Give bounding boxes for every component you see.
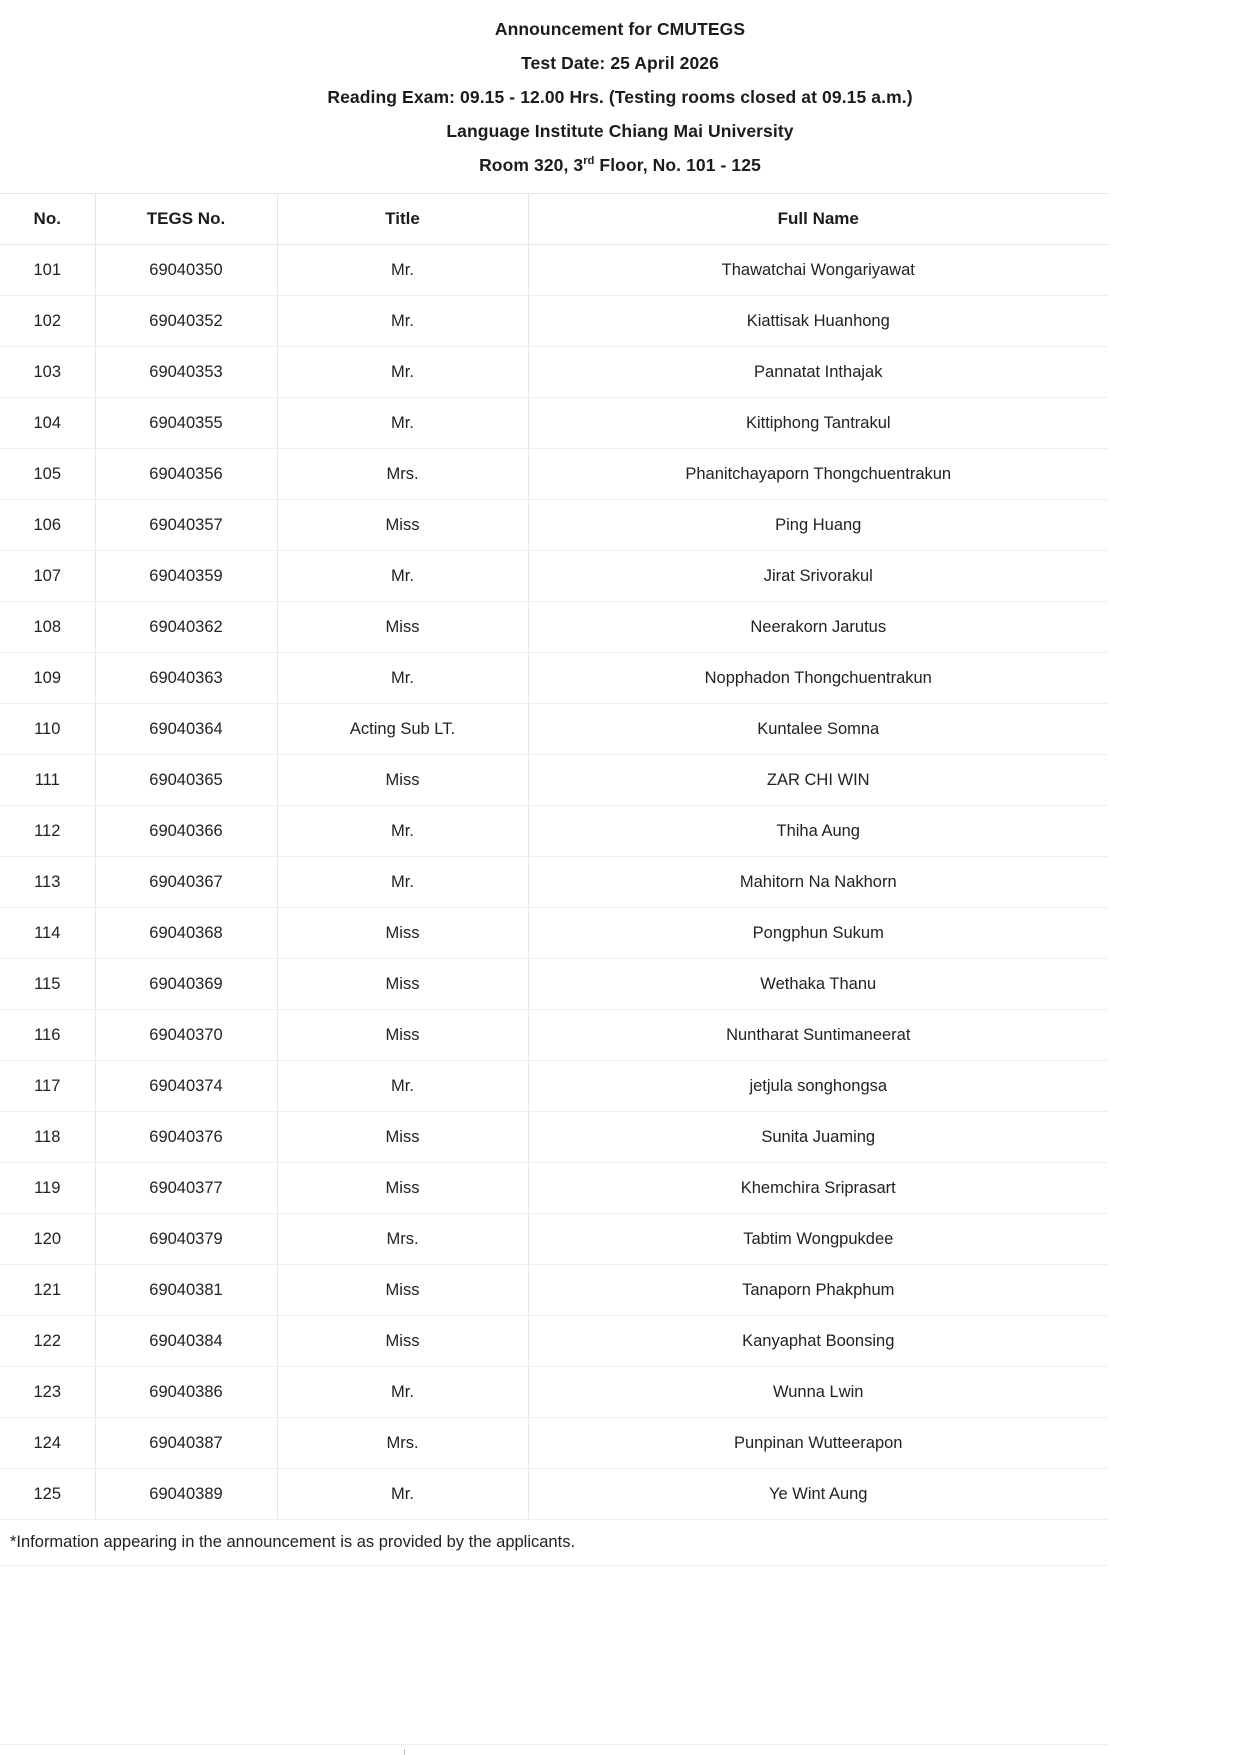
cell-no: 106 [0,500,95,551]
cell-tegs: 69040367 [95,857,277,908]
cell-no: 105 [0,449,95,500]
cell-name: Mahitorn Na Nakhorn [528,857,1108,908]
cell-no: 107 [0,551,95,602]
cell-no: 116 [0,1010,95,1061]
cell-title: Miss [277,602,528,653]
roster-table-body [0,245,1108,1520]
table-row [0,1163,1108,1214]
cell-name: Tabtim Wongpukdee [528,1214,1108,1265]
cell-title: Miss [277,1316,528,1367]
table-row [0,1265,1108,1316]
cell-tegs: 69040368 [95,908,277,959]
cell-no: 121 [0,1265,95,1316]
header-line-room [0,148,1240,182]
table-row [0,1010,1108,1061]
table-row [0,653,1108,704]
cell-tegs: 69040374 [95,1061,277,1112]
cell-tegs: 69040389 [95,1469,277,1520]
cell-name: jetjula songhongsa [528,1061,1108,1112]
cell-name: Neerakorn Jarutus [528,602,1108,653]
cell-tegs: 69040356 [95,449,277,500]
cell-title: Acting Sub LT. [277,704,528,755]
cell-tegs: 69040369 [95,959,277,1010]
document-header [0,0,1240,182]
cell-tegs: 69040386 [95,1367,277,1418]
cell-name: Punpinan Wutteerapon [528,1418,1108,1469]
page-bottom-tick [404,1749,405,1755]
header-line-exam: Reading Exam: 09.15 - 12.00 Hrs. (Testing rooms closed at 09.15 a.m.) [327,87,913,107]
cell-title: Miss [277,1010,528,1061]
cell-tegs: 69040362 [95,602,277,653]
table-row [0,1367,1108,1418]
cell-tegs: 69040355 [95,398,277,449]
roster-table-foot [0,1520,1108,1566]
roster-table-head [0,194,1108,245]
table-row [0,857,1108,908]
cell-tegs: 69040384 [95,1316,277,1367]
cell-name: Nuntharat Suntimaneerat [528,1010,1108,1061]
cell-no: 118 [0,1112,95,1163]
cell-title: Mrs. [277,1418,528,1469]
cell-no: 124 [0,1418,95,1469]
cell-tegs: 69040365 [95,755,277,806]
table-row [0,500,1108,551]
cell-no: 104 [0,398,95,449]
cell-name: Ping Huang [528,500,1108,551]
cell-name: Sunita Juaming [528,1112,1108,1163]
cell-title: Mr. [277,857,528,908]
cell-tegs: 69040366 [95,806,277,857]
table-row [0,1061,1108,1112]
cell-name: Kanyaphat Boonsing [528,1316,1108,1367]
roster-table [0,193,1108,1566]
cell-name: Wethaka Thanu [528,959,1108,1010]
cell-no: 108 [0,602,95,653]
cell-title: Miss [277,1163,528,1214]
cell-no: 114 [0,908,95,959]
cell-tegs: 69040379 [95,1214,277,1265]
cell-no: 120 [0,1214,95,1265]
cell-name: Kuntalee Somna [528,704,1108,755]
room-line-after: Floor, No. 101 - 125 [594,155,761,175]
cell-name: Tanaporn Phakphum [528,1265,1108,1316]
cell-name: Kittiphong Tantrakul [528,398,1108,449]
cell-tegs: 69040370 [95,1010,277,1061]
table-row [0,1418,1108,1469]
cell-name: Khemchira Sriprasart [528,1163,1108,1214]
table-row [0,449,1108,500]
cell-title: Miss [277,1265,528,1316]
cell-tegs: 69040387 [95,1418,277,1469]
cell-title: Mr. [277,296,528,347]
table-header-row [0,194,1108,245]
cell-title: Miss [277,500,528,551]
cell-title: Mr. [277,1061,528,1112]
table-row [0,602,1108,653]
column-header-title: Title [277,194,528,245]
cell-title: Mr. [277,245,528,296]
cell-no: 112 [0,806,95,857]
table-row [0,959,1108,1010]
cell-name: ZAR CHI WIN [528,755,1108,806]
cell-name: Jirat Srivorakul [528,551,1108,602]
table-row [0,245,1108,296]
cell-tegs: 69040359 [95,551,277,602]
cell-tegs: 69040376 [95,1112,277,1163]
table-row [0,1112,1108,1163]
cell-no: 103 [0,347,95,398]
header-line-testdate: Test Date: 25 April 2026 [521,53,719,73]
cell-no: 117 [0,1061,95,1112]
cell-title: Miss [277,959,528,1010]
cell-tegs: 69040350 [95,245,277,296]
cell-title: Mr. [277,347,528,398]
column-header-tegs: TEGS No. [95,194,277,245]
column-header-no: No. [0,194,95,245]
cell-tegs: 69040352 [95,296,277,347]
table-row [0,551,1108,602]
footnote-row [0,1520,1108,1566]
cell-title: Miss [277,908,528,959]
header-line-venue: Language Institute Chiang Mai University [446,121,794,141]
cell-name: Thawatchai Wongariyawat [528,245,1108,296]
cell-tegs: 69040364 [95,704,277,755]
cell-no: 123 [0,1367,95,1418]
cell-tegs: 69040377 [95,1163,277,1214]
cell-name: Thiha Aung [528,806,1108,857]
cell-no: 109 [0,653,95,704]
cell-no: 111 [0,755,95,806]
cell-title: Miss [277,1112,528,1163]
cell-name: Pongphun Sukum [528,908,1108,959]
cell-title: Mr. [277,653,528,704]
room-line-before: Room 320, 3 [479,155,584,175]
table-row [0,296,1108,347]
room-ordinal-suffix: rd [583,155,595,168]
table-row [0,347,1108,398]
table-row [0,398,1108,449]
cell-title: Mr. [277,1469,528,1520]
cell-tegs: 69040363 [95,653,277,704]
column-header-name: Full Name [528,194,1108,245]
table-row [0,908,1108,959]
cell-no: 102 [0,296,95,347]
cell-title: Mr. [277,1367,528,1418]
header-line-title: Announcement for CMUTEGS [494,19,746,39]
cell-title: Mrs. [277,449,528,500]
cell-name: Phanitchayaporn Thongchuentrakun [528,449,1108,500]
table-row [0,704,1108,755]
cell-title: Mr. [277,551,528,602]
cell-name: Ye Wint Aung [528,1469,1108,1520]
cell-no: 110 [0,704,95,755]
table-row [0,1469,1108,1520]
cell-tegs: 69040353 [95,347,277,398]
table-row [0,755,1108,806]
page-bottom-edge [0,1744,1108,1754]
cell-no: 115 [0,959,95,1010]
cell-name: Wunna Lwin [528,1367,1108,1418]
cell-no: 113 [0,857,95,908]
cell-tegs: 69040381 [95,1265,277,1316]
cell-title: Mrs. [277,1214,528,1265]
cell-title: Mr. [277,806,528,857]
cell-tegs: 69040357 [95,500,277,551]
cell-title: Mr. [277,398,528,449]
cell-name: Pannatat Inthajak [528,347,1108,398]
table-row [0,1316,1108,1367]
cell-title: Miss [277,755,528,806]
table-row [0,1214,1108,1265]
cell-name: Kiattisak Huanhong [528,296,1108,347]
roster-table-wrap [0,193,1108,1566]
footnote-text: *Information appearing in the announcement is as provided by the applicants. [0,1520,1108,1566]
cell-no: 122 [0,1316,95,1367]
cell-name: Nopphadon Thongchuentrakun [528,653,1108,704]
cell-no: 125 [0,1469,95,1520]
table-row [0,806,1108,857]
cell-no: 119 [0,1163,95,1214]
cell-no: 101 [0,245,95,296]
